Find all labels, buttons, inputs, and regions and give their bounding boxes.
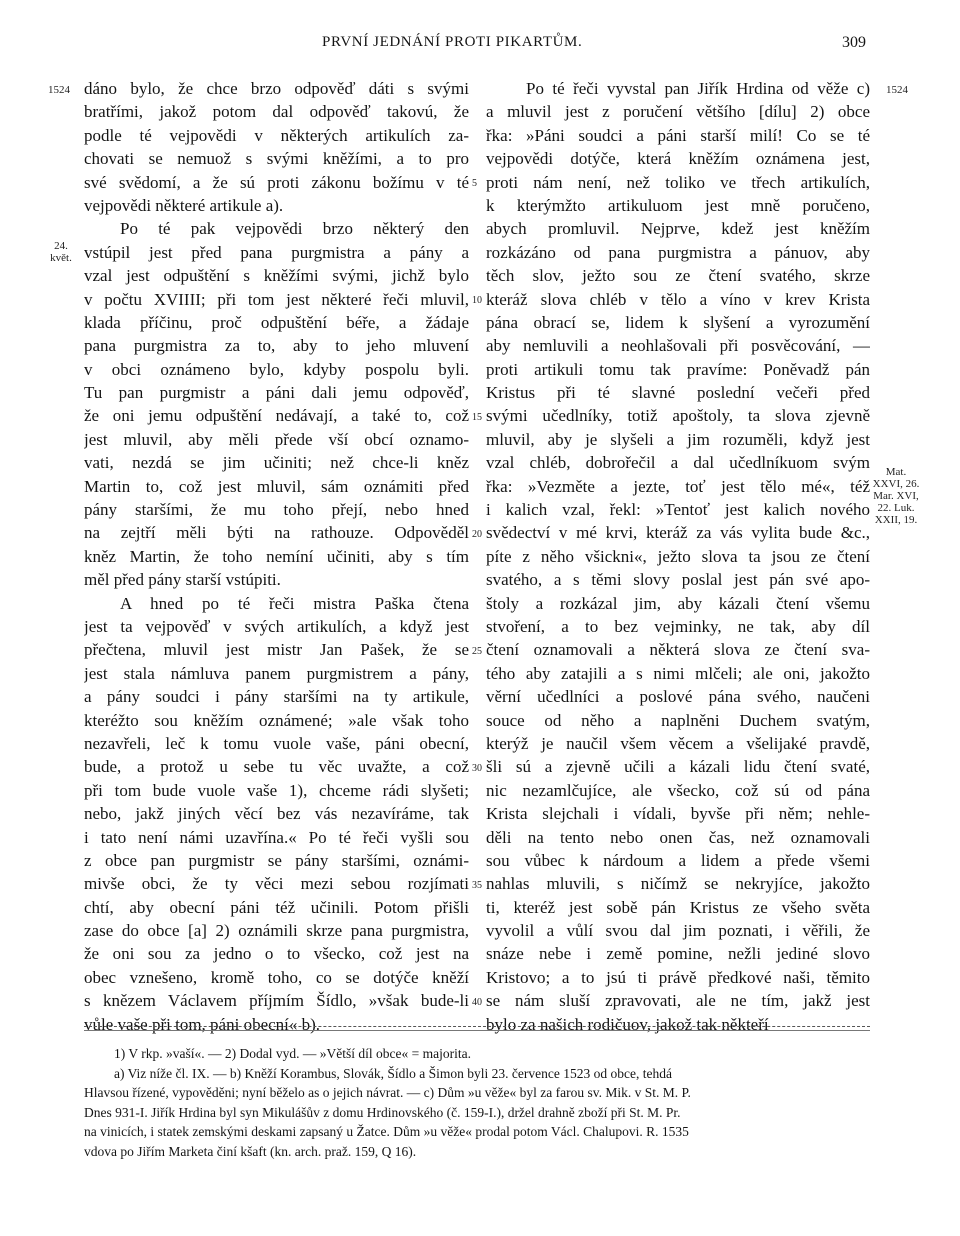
- text-line: pána obrací se, lidem k slyšení a vyrozumění: [486, 312, 870, 332]
- text-line: že oni sou za jedno o to všecko, což jest na: [84, 944, 469, 964]
- text-line: vyvolil a vůlí svou dal jim poznati, i věřili, že: [486, 921, 870, 941]
- text-line: nezavřeli, leč k tomu vuole vaše, páni obecní,: [84, 733, 469, 753]
- text-line: v obci oznámeno bylo, kdyby pospolu byli.: [84, 359, 469, 379]
- text-line: na zejtří měli býti na rathouze. Odpověděl: [84, 523, 469, 543]
- text-line: zase do obce [a] 2) oznámili skrze pana purgmistra,: [84, 921, 469, 941]
- text-line: svatého, a s těmi slovy poslal jest pán své apo-: [486, 570, 870, 590]
- text-line: nic nezamlčujíce, ale všecko, což sú od pána: [486, 780, 870, 800]
- left-column: [84, 77, 469, 1036]
- text-line: děli na tento nebo onen čas, než oznamovali: [486, 827, 870, 847]
- text-line: obec vznešeno, kromě toho, co se dotýče kněží: [84, 967, 469, 987]
- text-line: kterýž je naučil všem věcem a všelijaké pravdě,: [486, 733, 870, 753]
- text-line: svými učedlníky, totiž apoštoly, ta slova zjevně: [486, 406, 870, 426]
- text-line: souce od něho a naplněni Duchem svatým,: [486, 710, 870, 730]
- text-line: při tom bude vuole vaše 1), chceme rádi slyšeti;: [84, 780, 469, 800]
- text-line: v počtu XVIIII; při tom jest některé řeči mluvil,: [84, 289, 469, 309]
- footnote-line: vdova po Jiřím Marketa činí kšaft (kn. arch. praž. 159, Q 16).: [84, 1143, 417, 1159]
- text-line: kteráž slova chléb v tělo a víno v krev Krista: [486, 289, 870, 309]
- right-column: [486, 77, 870, 1036]
- text-line: pana purgmistra za to, aby to jeho mluvení: [84, 336, 469, 356]
- text-line: vati, nezdá se jim učiniti; než chce-li kněz: [84, 453, 469, 473]
- text-line: vstúpil jest před pana purgmistra a pány a: [84, 242, 469, 262]
- running-title: PRVNÍ JEDNÁNÍ PROTI PIKARTŮM.: [322, 34, 583, 50]
- line-number: 5: [472, 177, 477, 189]
- line-number: 30: [472, 762, 482, 774]
- text-line: podle té vejpovědi v některých artikulích za-: [84, 125, 469, 145]
- text-line: bude, a protož u sebe tu věc uvažte, a což: [84, 757, 469, 777]
- text-line: štoly a rozkázal jim, aby kázali čtení všemu: [486, 593, 870, 613]
- line-number: 25: [472, 645, 482, 657]
- text-line: klada příčinu, proč odpuštění béře, a žádaje: [84, 312, 469, 332]
- line-number: 40: [472, 996, 482, 1008]
- text-line: vejpovědi některé artikule a).: [84, 195, 284, 215]
- text-line: a pány soudci i pány staršími na ty artikule,: [84, 687, 469, 707]
- text-line: proti artikuli tomu tak pravíme: Poněvadž pán: [486, 359, 870, 379]
- text-line: řka: »Vezměte a jezte, toť jest tělo mé«, též: [486, 476, 870, 496]
- text-line: Krista slejchali i vídali, byvše při něm; nehle-: [486, 804, 870, 824]
- text-line: jest ta vejpověď v svých artikulích, a když jest: [84, 616, 469, 636]
- text-line: aby nemluvili a neohlašovali při posvěcování, —: [486, 336, 870, 356]
- text-line: i kalich vzal, řekl: »Tentoť jest kalich nového: [486, 500, 870, 520]
- footnote-line: a) Viz níže čl. IX. — b) Kněží Korambus, Slovák, Šídlo a Šimon byli 23. července 1523 od obce, tehdá: [114, 1065, 672, 1081]
- text-line: jest mluvil, aby měli přede vší obcí oznamo-: [84, 429, 469, 449]
- text-line: bylo za našich rodičuov, jakož tak někteří: [486, 1014, 769, 1034]
- footnote-rule: [84, 1026, 870, 1027]
- line-number: 20: [472, 528, 482, 540]
- text-line: jest stala námluva panem purgmistrem a pány,: [84, 663, 469, 683]
- text-line: tého aby zatajili a s nimi mlčeli; ale oni, jakožto: [486, 663, 870, 683]
- footnote-line: 1) V rkp. »vaší«. — 2) Dodal vyd. — »Větší díl obce« = majorita.: [114, 1046, 471, 1061]
- text-line: A hned po té řeči mistra Paška čtena: [120, 593, 469, 613]
- text-line: vzal chléb, dobrořečil a dal učedlníkuom svým: [486, 453, 870, 473]
- line-number: 35: [472, 879, 482, 891]
- text-line: měl před pány starší vstúpiti.: [84, 570, 281, 590]
- margin-date-note: 24. květ.: [50, 240, 72, 264]
- text-line: píte z něho všickni«, ježto slova ta jsou ze čtení: [486, 546, 870, 566]
- text-line: s knězem Václavem příjmím Šídlo, »však bude-li: [84, 991, 469, 1011]
- text-line: stvoření, a to bez vejminky, ne tak, aby díl: [486, 616, 870, 636]
- text-line: vzal jest odpuštění s kněžími svými, jichž bylo: [84, 266, 469, 286]
- text-line: šli sú a zjevně učili a kázali lidu čtení svaté,: [486, 757, 870, 777]
- text-line: řka: »Páni soudci a páni starší milí! Co se té: [486, 125, 870, 145]
- text-line: proti nám není, než toliko ve třech artikulích,: [486, 172, 870, 192]
- page-header: [0, 34, 960, 56]
- text-line: z obce pan purgmistr se pány staršími, oznámi-: [84, 850, 469, 870]
- text-line: mluvil, aby je slyšeli a jim rozuměli, když jest: [486, 429, 870, 449]
- text-line: rozkázáno od pana purgmistra a pánuov, aby: [486, 242, 870, 262]
- text-line: nahlas mluvili, s ničímž se nekryjíce, jakožto: [486, 874, 870, 894]
- page-number: 309: [842, 34, 866, 51]
- text-line: že oni jemu odpuštění nedávají, a také to, což: [84, 406, 469, 426]
- text-line: pány staršími, že mu toho přejí, nebo hned: [84, 500, 469, 520]
- text-line: kněz Martin, že toho nemíní učiniti, aby s tím: [84, 546, 469, 566]
- footnote-line: Hlavsou řízené, vypověděni; nyní běželo as o jejich návrat. — c) Dům »u věže« byl za farou sv. Mik. v St. M. P.: [84, 1085, 691, 1101]
- text-line: Tu pan purgmistr a páni dali jemu odpověď,: [84, 383, 469, 403]
- text-line: Po té pak vejpovědi brzo některý den: [120, 219, 469, 239]
- line-number: 10: [472, 294, 482, 306]
- text-line: bratřími, jakož potom dal odpověď takovú, že: [84, 102, 469, 122]
- text-line: ti, kteréž jest sobě pán Kristus ze všeho světa: [486, 897, 870, 917]
- text-line: k kterýmžto artikuluom jest mně poručeno,: [486, 195, 870, 215]
- line-number: 15: [472, 411, 482, 423]
- text-line: přečtena, mluvil jest mistr Jan Pašek, že se: [84, 640, 469, 660]
- text-line: nebo, jakž jiných věcí bez vás nezavíráme, tak: [84, 804, 469, 824]
- text-line: věrní učedlníci a poslové pána svého, naučeni: [486, 687, 870, 707]
- text-line: Kristus při té slavné poslední večeři před: [486, 383, 870, 403]
- text-line: snáze nebe i země pomine, nežli jediné slovo: [486, 944, 870, 964]
- text-line: sou vůbec k nárdoum a lidem a přede všemi: [486, 850, 870, 870]
- text-line: chtí, aby obecní páni též učinili. Potom přišli: [84, 897, 469, 917]
- text-line: abych promluvil. Nejprve, kdež jest kněžím: [486, 219, 870, 239]
- text-line: své svědomí, a že sú proti zákonu božímu v té: [84, 172, 469, 192]
- text-line: Po té řeči vyvstal pan Jiřík Hrdina od věže c): [526, 79, 870, 98]
- margin-bible-references: Mat. XXVI, 26. Mar. XVI, 22. Luk. XXII, 19.: [872, 466, 920, 526]
- margin-year-left: 1524: [48, 84, 70, 96]
- text-line: dáno bylo, že chce brzo odpověď dáti s svými: [84, 79, 469, 98]
- text-line: se nám sluší zpravovati, ale ne tím, jakž jest: [486, 991, 870, 1011]
- text-line: vůle vaše při tom, páni obecní« b).: [84, 1014, 321, 1034]
- text-line: i tato není námi uzavřína.« Po té řeči vyšli sou: [84, 827, 469, 847]
- text-line: mivše obci, že ty věci mezi sebou rozjímati: [84, 874, 469, 894]
- text-line: svědectví v mé krvi, kteráž za vás vylita bude &c.,: [486, 523, 870, 543]
- footnotes: [84, 1044, 870, 1162]
- text-line: kteréžto sou kněžím oznámené; »ale však toho: [84, 710, 469, 730]
- footnote-line: Dnes 931-I. Jiřík Hrdina byl syn Mikulášův z domu Hrdinovského (č. 159-I.), držel drahně zboží při St. M. Pr.: [84, 1104, 681, 1120]
- text-line: Martin to, což jest mluvil, sám oznámiti před: [84, 476, 469, 496]
- footnote-rule-secondary: [84, 1030, 870, 1031]
- text-line: těch slov, ježto sou ze čtení svatého, skrze: [486, 266, 870, 286]
- margin-year-right: 1524: [886, 84, 908, 96]
- text-line: Kristovo; a to jsú ti právě předkové naši, těmito: [486, 967, 870, 987]
- text-line: čtení oznamovali a některá slova ze čtení sva-: [486, 640, 870, 660]
- text-line: chovati se nemuož s svými kněžími, a to pro: [84, 149, 469, 169]
- text-line: vejpovědi dotýče, která kněžím oznámena jest,: [486, 149, 870, 169]
- footnote-line: na vinicích, i statek zemskými deskami zapsaný u Žatce. Dům »u věže« prodal potom Václ. Chalupovi. R. 1535: [84, 1124, 689, 1140]
- text-line: a mluvil jest z poručení většího [dílu] 2) obce: [486, 102, 870, 122]
